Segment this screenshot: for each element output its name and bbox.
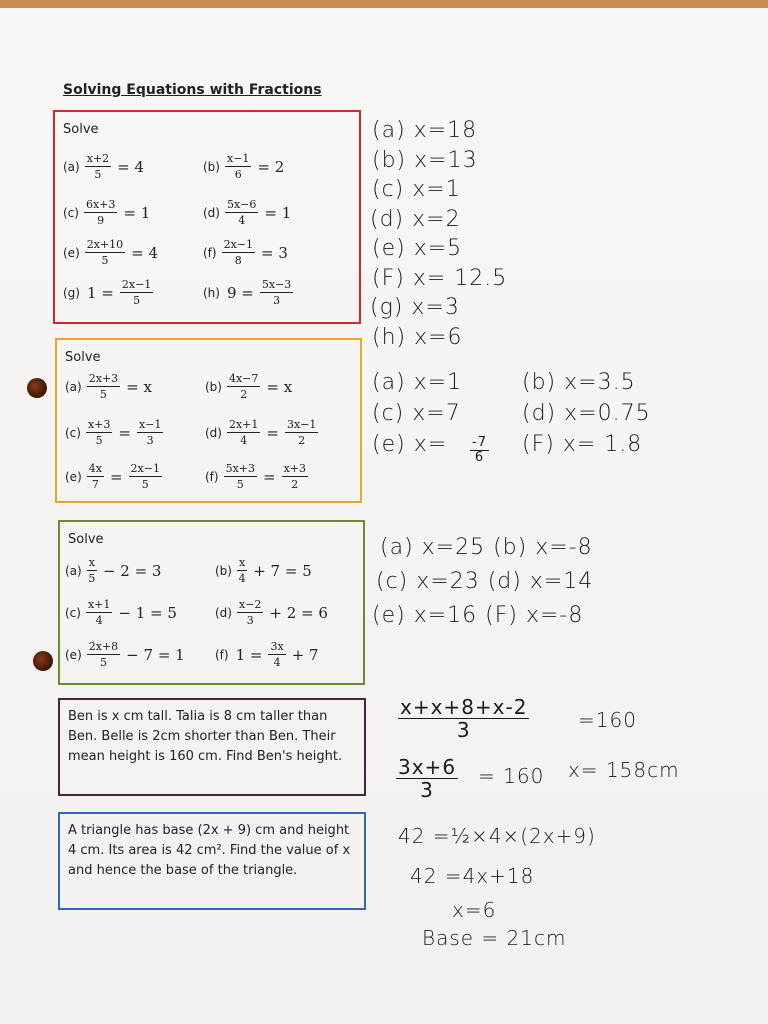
denominator: 3 xyxy=(146,434,154,447)
fraction xyxy=(86,598,112,627)
punch-hole xyxy=(27,378,47,398)
numerator: 3x+6 xyxy=(398,755,457,779)
denominator: 4 xyxy=(238,214,246,227)
numerator: x+3 xyxy=(283,462,307,475)
denominator: 6 xyxy=(234,168,242,181)
equation xyxy=(203,278,295,307)
rhs: − 1 = 5 xyxy=(118,603,177,622)
handwritten-answer: (F) x= 1.8 xyxy=(522,432,643,457)
fraction xyxy=(86,418,112,447)
working-equals-2: = 160 xyxy=(478,764,545,788)
word-problem-box-1 xyxy=(58,698,366,796)
numerator: x−2 xyxy=(238,598,262,611)
equals: = xyxy=(118,423,131,442)
box-label: Solve xyxy=(63,122,99,137)
denominator: 4 xyxy=(273,656,281,669)
denominator: 2 xyxy=(298,434,306,447)
handwritten-answer: (e) x=16 (F) x=-8 xyxy=(372,603,584,628)
fraction xyxy=(237,556,247,585)
part-label: (c) xyxy=(63,205,79,220)
word-problem-text: A triangle has base (2x + 9) cm and height 4 cm. Its area is 42 cm². Find the value of x and hence the base of the triangle. xyxy=(68,823,351,878)
lhs: 9 = xyxy=(226,283,254,302)
denominator: 5 xyxy=(101,254,109,267)
part-label: (a) xyxy=(65,379,82,394)
working-equals-1: =160 xyxy=(578,708,637,732)
fraction xyxy=(85,238,125,267)
rhs: + 7 = 5 xyxy=(253,561,312,580)
handwritten-answer: (e) x= xyxy=(372,432,448,457)
rhs: + 7 xyxy=(291,645,319,664)
denominator: 5 xyxy=(133,294,141,307)
denominator: 6 xyxy=(474,450,485,465)
numerator: x+x+8+x-2 xyxy=(400,695,528,719)
fraction xyxy=(84,198,117,227)
fraction xyxy=(129,462,162,491)
working-line: 42 =4x+18 xyxy=(410,864,535,888)
box-label: Solve xyxy=(68,532,104,547)
handwritten-fraction xyxy=(470,436,489,465)
working-fraction-2 xyxy=(396,756,458,801)
denominator: 8 xyxy=(234,254,242,267)
part-label: (f) xyxy=(203,245,217,260)
equation xyxy=(203,238,292,267)
denominator: 5 xyxy=(94,168,102,181)
equation xyxy=(63,238,162,267)
working-result-1: x= 158cm xyxy=(568,758,680,782)
handwritten-answer: (a) x=1 xyxy=(372,370,463,395)
worksheet-title: Solving Equations with Fractions xyxy=(63,82,322,98)
numerator: 2x+8 xyxy=(88,640,119,653)
numerator: 2x−1 xyxy=(223,238,254,251)
denominator: 7 xyxy=(91,478,99,491)
fraction xyxy=(225,198,258,227)
worksheet-paper xyxy=(0,8,768,1024)
denominator: 3 xyxy=(246,614,254,627)
exercise-box-2 xyxy=(55,338,362,503)
rhs: = 2 xyxy=(257,157,285,176)
denominator: 5 xyxy=(95,434,103,447)
working-line: x=6 xyxy=(452,898,497,922)
numerator: x+2 xyxy=(86,152,110,165)
handwritten-answer: (c) x=23 (d) x=14 xyxy=(376,569,594,594)
part-label: (f) xyxy=(215,647,229,662)
numerator: x+1 xyxy=(87,598,111,611)
working-line: Base = 21cm xyxy=(422,926,567,950)
equation xyxy=(65,462,164,491)
part-label: (b) xyxy=(215,563,232,578)
part-label: (a) xyxy=(63,159,80,174)
numerator: 2x+1 xyxy=(228,418,259,431)
equation xyxy=(65,556,165,585)
part-label: (b) xyxy=(205,379,222,394)
exercise-box-3 xyxy=(58,520,365,685)
numerator: x−1 xyxy=(226,152,250,165)
fraction xyxy=(85,152,111,181)
equation xyxy=(65,418,165,447)
numerator: 4x xyxy=(88,462,102,475)
rhs: = x xyxy=(266,377,293,396)
part-label: (g) xyxy=(63,285,80,300)
numerator: 3x xyxy=(270,640,284,653)
equals: = xyxy=(266,423,279,442)
denominator: 3 xyxy=(420,778,434,802)
rhs: = x xyxy=(126,377,152,396)
denominator: 3 xyxy=(456,718,471,742)
equation xyxy=(215,556,316,585)
part-label: (a) xyxy=(65,563,82,578)
part-label: (c) xyxy=(65,425,81,440)
numerator: x−1 xyxy=(138,418,162,431)
handwritten-answer: (g) x=3 xyxy=(370,295,460,320)
denominator: 2 xyxy=(291,478,299,491)
numerator: 4x−7 xyxy=(228,372,259,385)
fraction xyxy=(137,418,163,447)
denominator: 5 xyxy=(141,478,149,491)
denominator: 5 xyxy=(99,656,107,669)
denominator: 2 xyxy=(240,388,248,401)
denominator: 4 xyxy=(238,572,246,585)
exercise-box-1 xyxy=(53,110,361,324)
handwritten-answer: (d) x=0.75 xyxy=(522,401,651,426)
equation xyxy=(215,598,332,627)
equation xyxy=(205,462,310,491)
numerator: 3x−1 xyxy=(286,418,317,431)
rhs: = 3 xyxy=(261,243,288,262)
rhs: + 2 = 6 xyxy=(269,603,328,622)
fraction xyxy=(268,640,285,669)
equation xyxy=(65,372,156,401)
denominator: 4 xyxy=(95,614,103,627)
numerator: 6x+3 xyxy=(85,198,116,211)
denominator: 5 xyxy=(99,388,107,401)
numerator: 2x−1 xyxy=(121,278,152,291)
handwritten-answer: (c) x=1 xyxy=(372,177,461,202)
rhs: = 4 xyxy=(131,243,159,262)
fraction xyxy=(227,372,260,401)
fraction xyxy=(227,418,260,447)
equation xyxy=(65,598,181,627)
equals: = xyxy=(109,467,123,486)
rhs: − 2 = 3 xyxy=(102,561,162,580)
equation xyxy=(65,640,189,669)
part-label: (d) xyxy=(205,425,222,440)
equation xyxy=(63,278,155,307)
denominator: 5 xyxy=(236,478,244,491)
rhs: = 4 xyxy=(117,157,145,176)
numerator: 2x−1 xyxy=(130,462,160,475)
equals: = xyxy=(263,467,276,486)
lhs: 1 = xyxy=(86,283,114,302)
part-label: (e) xyxy=(65,469,82,484)
working-fraction-1 xyxy=(398,696,529,741)
numerator: 5x−6 xyxy=(226,198,257,211)
rhs: = 1 xyxy=(123,203,151,222)
numerator: x+3 xyxy=(87,418,111,431)
handwritten-answer: (c) x=7 xyxy=(372,401,461,426)
equation xyxy=(63,198,154,227)
rhs: = 1 xyxy=(264,203,292,222)
part-label: (e) xyxy=(63,245,80,260)
fraction xyxy=(87,640,120,669)
box-label: Solve xyxy=(65,350,101,365)
fraction xyxy=(282,462,308,491)
handwritten-answer: (a) x=18 xyxy=(372,118,478,143)
word-problem-text: Ben is x cm tall. Talia is 8 cm taller than Ben. Belle is 2cm shorter than Ben. Their mean height is 160 cm. Find Ben's height. xyxy=(68,709,343,764)
part-label: (b) xyxy=(203,159,220,174)
equation xyxy=(63,152,148,181)
numerator: 5x+3 xyxy=(225,462,256,475)
numerator: -7 xyxy=(472,435,487,450)
fraction xyxy=(224,462,257,491)
equation xyxy=(205,372,296,401)
numerator: x xyxy=(238,556,246,569)
fraction xyxy=(120,278,153,307)
equation xyxy=(203,198,295,227)
numerator: 5x−3 xyxy=(261,278,292,291)
fraction xyxy=(237,598,263,627)
part-label: (c) xyxy=(65,605,81,620)
numerator: x xyxy=(88,556,95,569)
word-problem-box-2 xyxy=(58,812,366,910)
part-label: (h) xyxy=(203,285,220,300)
equation xyxy=(215,640,323,669)
handwritten-answer: (b) x=3.5 xyxy=(522,370,636,395)
punch-hole xyxy=(33,651,53,671)
working-line: 42 =½×4×(2x+9) xyxy=(398,824,596,848)
handwritten-answer: (h) x=6 xyxy=(372,324,463,350)
part-label: (d) xyxy=(215,605,232,620)
fraction xyxy=(285,418,318,447)
numerator: 2x+3 xyxy=(88,372,119,385)
denominator: 9 xyxy=(97,214,105,227)
part-label: (e) xyxy=(65,647,82,662)
fraction xyxy=(222,238,255,267)
denominator: 5 xyxy=(88,572,96,585)
handwritten-answer: (d) x=2 xyxy=(370,206,461,232)
numerator: 2x+10 xyxy=(86,238,124,251)
handwritten-answer: (b) x=13 xyxy=(372,147,478,173)
part-label: (d) xyxy=(203,205,220,220)
handwritten-answer: (F) x= 12.5 xyxy=(372,265,508,291)
handwritten-answer: (a) x=25 (b) x=-8 xyxy=(380,535,593,560)
denominator: 4 xyxy=(240,434,248,447)
part-label: (f) xyxy=(205,469,219,484)
equation xyxy=(203,152,288,181)
denominator: 3 xyxy=(273,294,281,307)
rhs: − 7 = 1 xyxy=(126,645,185,664)
fraction xyxy=(87,556,97,585)
fraction xyxy=(87,462,104,491)
handwritten-answer: (e) x=5 xyxy=(372,236,463,261)
equation xyxy=(205,418,320,447)
fraction xyxy=(87,372,120,401)
lhs: 1 = xyxy=(235,645,263,664)
fraction xyxy=(225,152,251,181)
fraction xyxy=(260,278,293,307)
